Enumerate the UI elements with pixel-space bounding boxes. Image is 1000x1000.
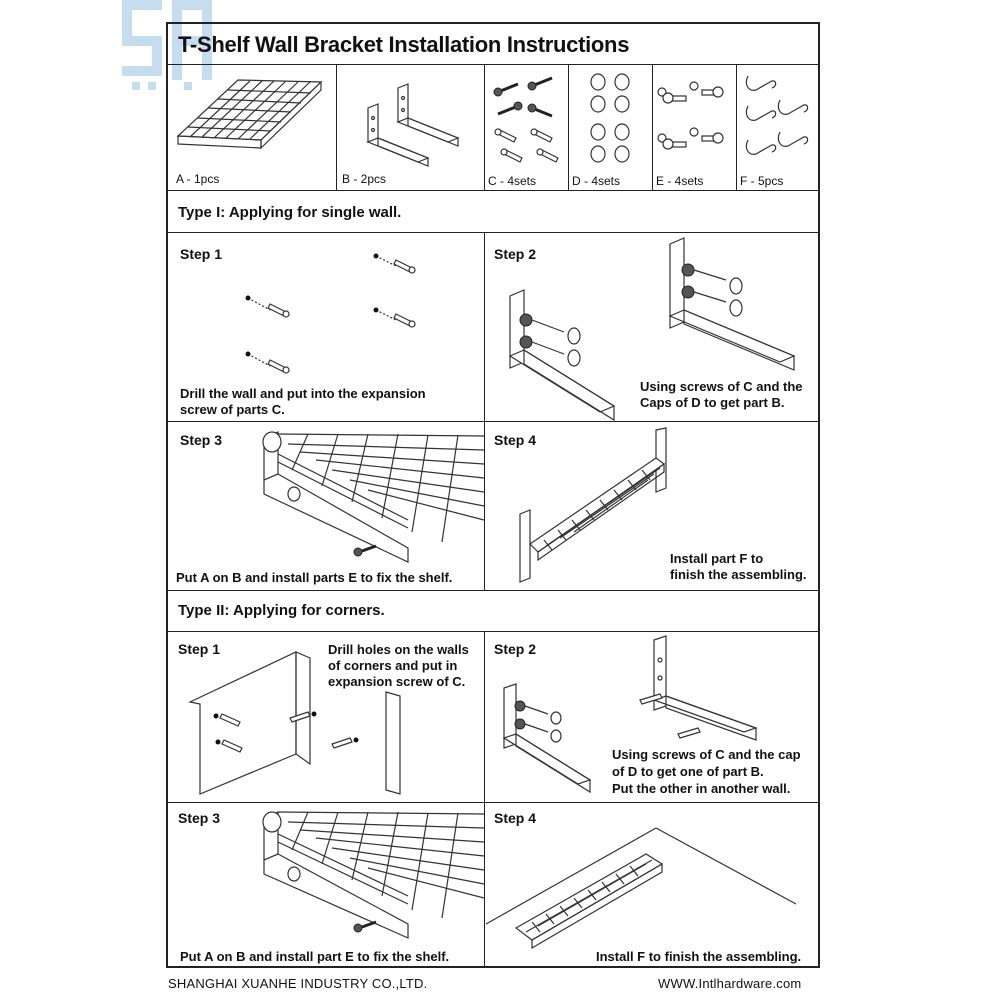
type2-step2-text-line3: Put the other in another wall. [612,781,791,796]
divider [168,232,818,233]
type1-step4-assembled-illustration [514,428,674,588]
divider [168,631,818,632]
type2-step2-label: Step 2 [494,641,537,657]
part-a-shelf-illustration [176,74,326,164]
type2-step3-label: Step 3 [178,810,221,826]
part-b-label: B - 2pcs [342,172,387,186]
instruction-sheet [166,22,820,968]
part-a-label: A - 1pcs [176,172,220,186]
footer-company: SHANGHAI XUANHE INDUSTRY CO.,LTD. [168,976,428,991]
part-c-label: C - 4sets [488,174,537,188]
divider [568,64,569,190]
type2-step2-text-line2: of D to get one of part B. [612,764,764,779]
type2-step1-label: Step 1 [178,641,221,657]
footer-website[interactable]: WWW.Intlhardware.com [658,976,802,991]
type2-step2-text-line1: Using screws of C and the cap [612,747,801,762]
divider [168,590,818,591]
page-title: T-Shelf Wall Bracket Installation Instructions [178,32,630,57]
type2-heading: Type II: Applying for corners. [178,602,385,619]
type2-step3-shelf-illustration [258,804,484,944]
part-b-bracket-illustration [358,78,468,178]
type1-step4-text-line1: Install part F to [670,551,764,566]
divider [168,190,818,191]
type1-step2-label: Step 2 [494,246,537,262]
part-f-hooks-illustration [742,70,817,165]
type1-step2-text-line1: Using screws of C and the [640,379,803,394]
type1-step1-anchors-illustration [228,246,428,386]
divider [484,631,485,968]
type1-heading: Type I: Applying for single wall. [178,204,402,221]
type1-step1-label: Step 1 [180,246,223,262]
type2-step3-text: Put A on B and install part E to fix the shelf. [180,949,450,964]
type2-step1-text-line1: Drill holes on the walls [328,642,469,657]
divider [336,64,337,190]
type2-step1-text-line3: expansion screw of C. [328,674,466,689]
part-c-screws-illustration [490,72,565,167]
part-e-label: E - 4sets [656,174,704,188]
divider [736,64,737,190]
part-d-caps-illustration [586,74,641,164]
type1-step3-text: Put A on B and install parts E to fix the shelf. [176,570,453,585]
type1-step1-text-line2: screw of parts C. [180,402,285,417]
type1-step1-text-line1: Drill the wall and put into the expansion [180,386,426,401]
type2-step4-assembled-illustration [486,824,816,954]
type1-step4-label: Step 4 [494,432,537,448]
divider [484,64,485,190]
part-f-label: F - 5pcs [740,174,784,188]
type1-step3-shelf-illustration [258,424,484,569]
divider [484,232,485,590]
type2-step4-label: Step 4 [494,810,537,826]
type2-step4-text: Install F to finish the assembling. [596,949,802,964]
part-d-label: D - 4sets [572,174,621,188]
type1-step4-text-line2: finish the assembling. [670,567,807,582]
divider [652,64,653,190]
type1-step2-text-line2: Caps of D to get part B. [640,395,785,410]
divider [168,802,818,803]
type1-step3-label: Step 3 [180,432,223,448]
divider [168,64,818,65]
type2-step1-text-line2: of corners and put in [328,658,458,673]
part-e-bolts-illustration [656,80,731,165]
